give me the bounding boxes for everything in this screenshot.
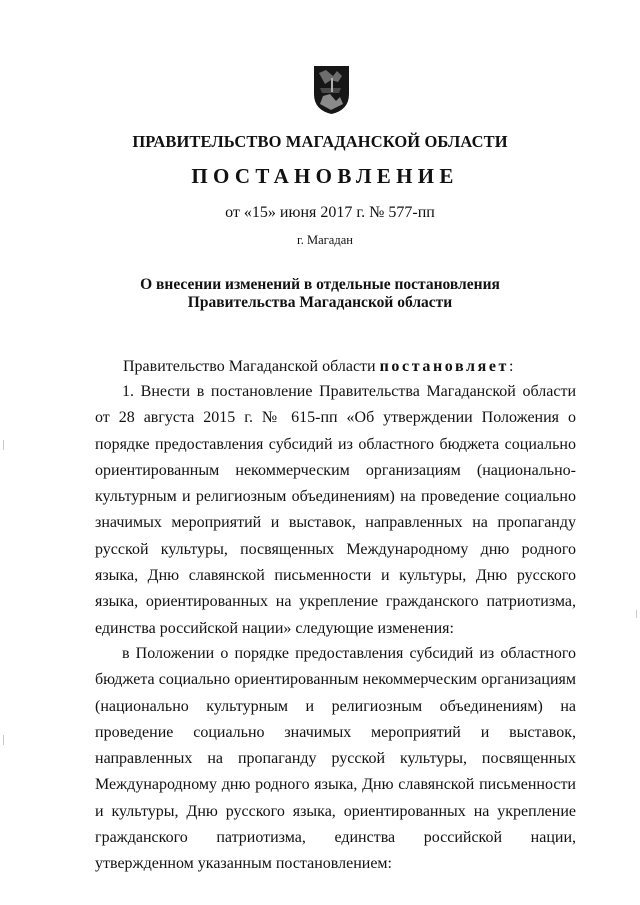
body-item-1: 1. Внести в постановление Правительства Магаданской области от 28 августа 2015 г. № 615-пп «Об утверждении Положения о порядке предоставления субсидий из областного бюджета социально ориентированным некоммерческим организациям (национально-культурным и религиозным объединениям) на проведение социально значимых мероприятий и выставок, направленных на пропаганду русской культуры, посвященных Международному дню родного языка, Дню славянской письменности и культуры, Дню русского языка, ориентированных на укрепление гражданского патриотизма, единства российской нации» следующие изменения: <box>95 383 576 637</box>
preamble-subject: Правительство Магаданской области <box>123 358 376 375</box>
decree-title-line-2: Правительства Магаданской области <box>187 294 453 311</box>
decree-city: г. Магадан <box>297 233 353 247</box>
body-item-2: в Положении о порядке предоставления субсидий из областного бюджета социально ориентированным некоммерческим организациям (национально культурным и религиозным объединениям) на проведение социально значимых мероприятий и выставок, направленных на пропаганду русской культуры, посвященных Международному дню родного языка, Дню славянской письменности и культуры, Дню русского языка, ориентированных на укрепление гражданского патриотизма, единства российской нации, утвержденном указанным постановлением: <box>95 645 576 873</box>
preamble-verb: постановляет <box>379 358 510 375</box>
decree-date-number: от «15» июня 2017 г. № 577-пп <box>225 204 435 221</box>
decree-title <box>0 276 640 312</box>
preamble-colon: : <box>509 358 514 375</box>
document-type: ПОСТАНОВЛЕНИЕ <box>191 164 459 188</box>
scan-margin-mark <box>636 610 637 618</box>
preamble <box>123 358 513 376</box>
scan-margin-mark <box>3 735 4 745</box>
decree-title-line-1: О внесении изменений в отдельные постановления <box>140 276 500 293</box>
organization-name: ПРАВИТЕЛЬСТВО МАГАДАНСКОЙ ОБЛАСТИ <box>132 132 508 151</box>
scan-margin-mark <box>3 440 4 450</box>
coat-of-arms-emblem <box>311 64 352 116</box>
